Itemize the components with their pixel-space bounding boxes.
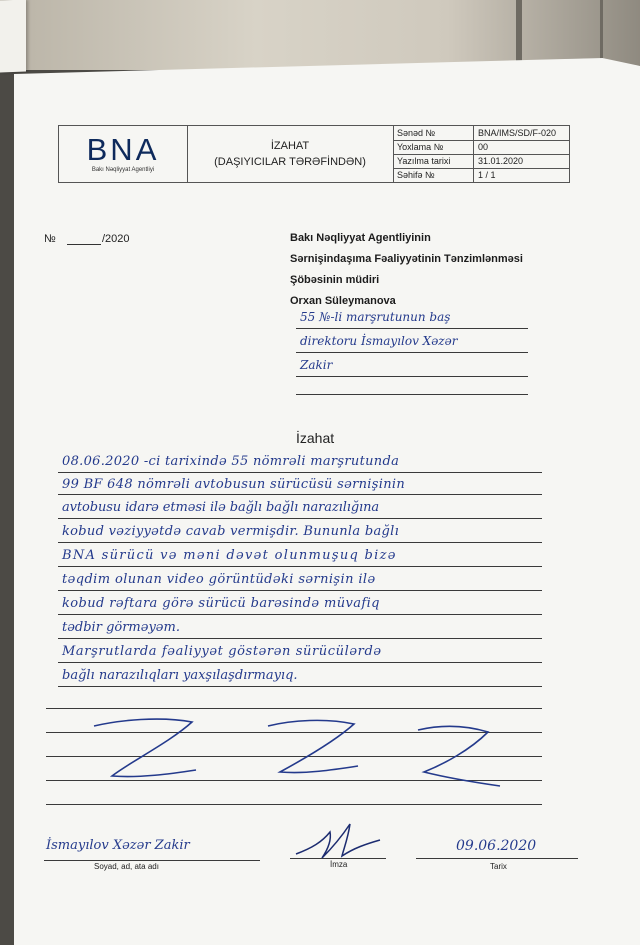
body-rule (58, 494, 542, 495)
body-handwritten-line: 99 BF 648 nömrəli avtobusun sürücüsü sərnişinin (62, 477, 405, 492)
body-rule (46, 804, 542, 805)
body-handwritten-line: kobud rəftara görə sürücü barəsində müvafiq (62, 596, 380, 611)
logo-cell (59, 126, 188, 182)
body-handwritten-line: Marşrutlarda fəaliyyət göstərən sürücülərdə (62, 644, 382, 659)
from-rule (296, 328, 528, 329)
addressee-line: Sərnişindaşıma Fəaliyyətinin Tənzimlənməsi (290, 253, 523, 265)
title-cell (187, 126, 394, 182)
logo-subtitle: Bakı Nəqliyyat Agentliyi (91, 167, 155, 173)
name-caption: Soyad, ad, ata adı (94, 862, 159, 871)
body-rule (58, 662, 542, 663)
body-rule (58, 542, 542, 543)
meta-row-revision: Yoxlama № 00 (393, 140, 569, 155)
body-handwritten-line: təqdim olunan video görüntüdəki sərnişin ilə (62, 572, 376, 587)
from-handwritten: direktoru İsmayılov Xəzər (300, 334, 458, 348)
date-rule (416, 858, 578, 859)
body-rule (58, 638, 542, 639)
strikeout-mark (262, 714, 362, 780)
strikeout-mark (408, 720, 504, 792)
body-handwritten-line: kobud vəziyyətdə cavab vermişdir. Bununla bağlı (62, 524, 400, 539)
meta-row-page: Səhifə № 1 / 1 (393, 168, 569, 182)
body-rule (58, 566, 542, 567)
name-rule (44, 860, 260, 861)
body-rule (58, 518, 542, 519)
document-title: İZAHAT (270, 140, 310, 152)
date-handwritten: 09.06.2020 (456, 838, 537, 854)
document-subtitle: (DAŞIYICILAR TƏRƏFİNDƏN) (214, 156, 366, 168)
addressee-line: Orxan Süleymanova (290, 295, 396, 307)
body-rule (58, 614, 542, 615)
body-handwritten-line: 08.06.2020 -ci tarixində 55 nömrəli marşrutunda (62, 454, 400, 469)
addressee-line: Şöbəsinin müdiri (290, 274, 380, 286)
body-handwritten-line: tədbir görməyəm. (62, 620, 180, 635)
addressee-line: Bakı Nəqliyyat Agentliyinin (290, 232, 431, 244)
body-handwritten-line: avtobusu idarə etməsi ilə bağlı bağlı narazılığına (62, 500, 380, 515)
meta-row-doc-number: Sənəd № BNA/IMS/SD/F-020 (393, 126, 569, 141)
body-rule (58, 472, 542, 473)
number-blank (67, 244, 101, 245)
document-header-table (58, 125, 570, 183)
number-label: № (44, 233, 56, 245)
meta-row-date: Yazılma tarixi 31.01.2020 (393, 154, 569, 169)
desk-background (0, 0, 640, 70)
from-handwritten: Zakir (300, 358, 333, 372)
body-rule (46, 708, 542, 709)
signer-name-handwritten: İsmayılov Xəzər Zakir (46, 838, 190, 853)
handwritten-signature (292, 818, 384, 864)
number-year: /2020 (102, 233, 130, 245)
from-rule (296, 394, 528, 395)
bna-logo: BNA (86, 132, 160, 167)
body-handwritten-line: bağlı narazılıqları yaxşılaşdırmayıq. (62, 668, 298, 683)
cabinet-edge (516, 0, 522, 70)
body-rule (58, 686, 542, 687)
strikeout-mark (90, 712, 200, 784)
date-caption: Tarix (490, 862, 507, 871)
from-rule (296, 376, 528, 377)
body-handwritten-line: BNA sürücü və məni dəvət olunmuşuq bizə (62, 548, 397, 563)
body-title: İzahat (296, 430, 335, 446)
from-rule (296, 352, 528, 353)
underlying-page (0, 0, 26, 72)
signature-caption: İmza (330, 860, 348, 869)
from-handwritten: 55 №-li marşrutunun baş (300, 310, 451, 324)
body-rule (58, 590, 542, 591)
